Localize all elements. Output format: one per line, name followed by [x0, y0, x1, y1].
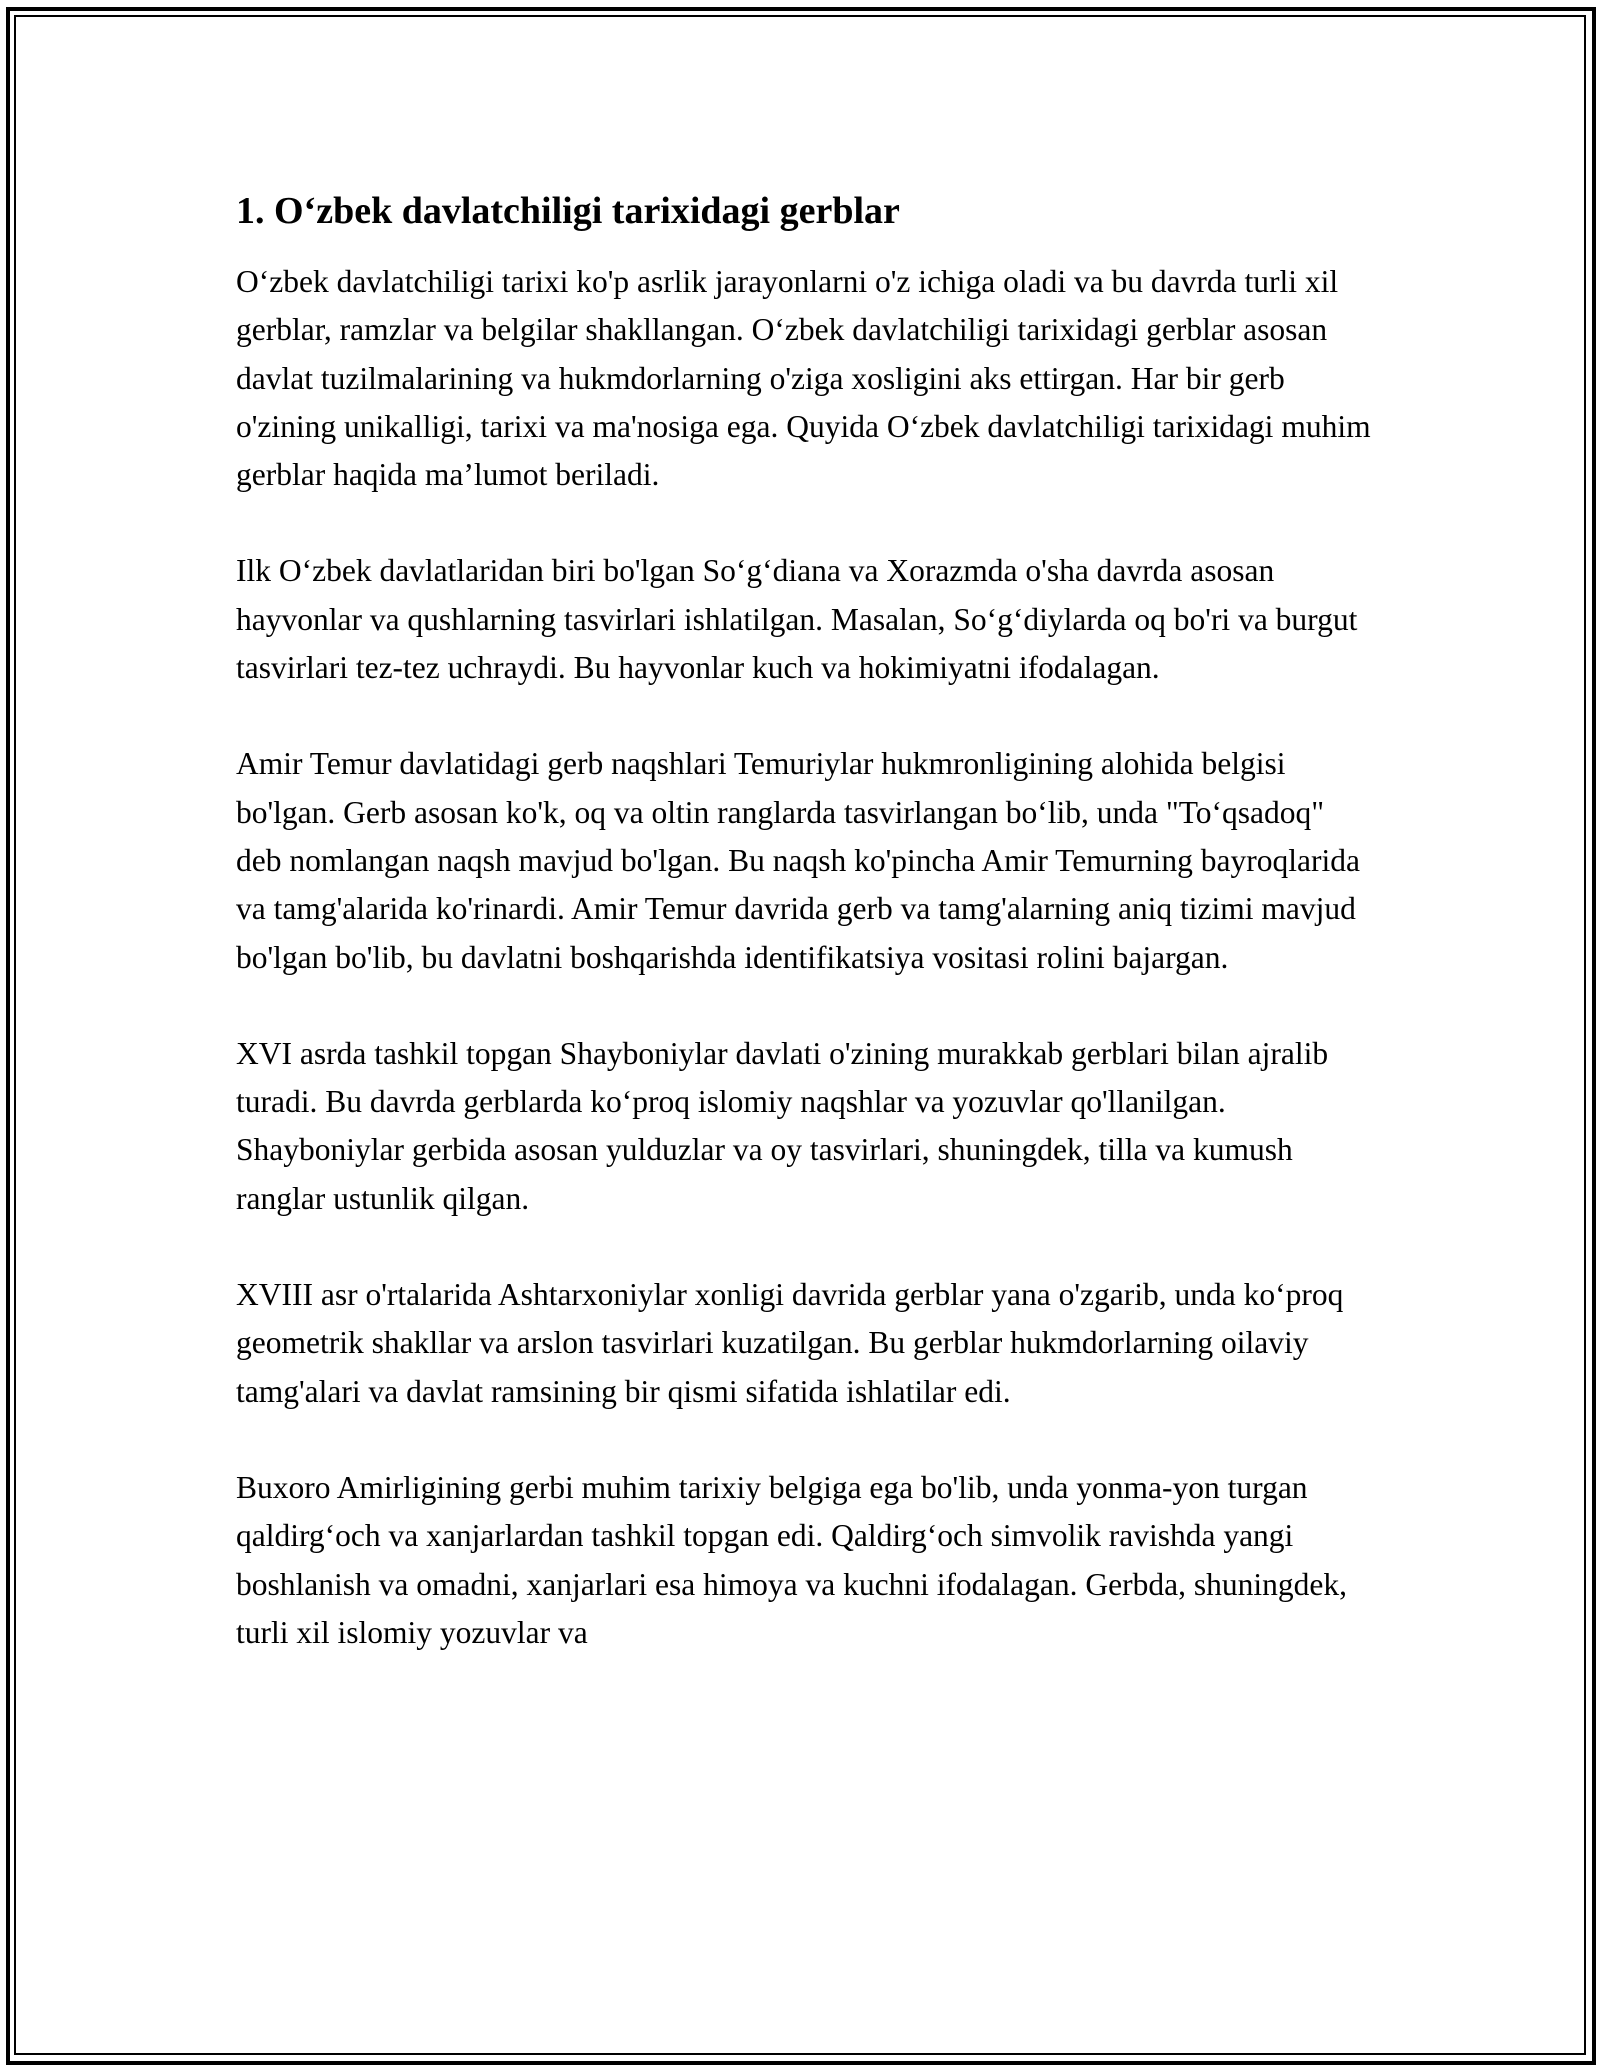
paragraph-bukhara-emirate: Buxoro Amirligining gerbi muhim tarixiy belgiga ega bo'lib, unda yonma-yon turgan qaldirg‘och va xanjarlardan tashkil topgan edi. Qaldirg‘och simvolik ravishda yangi boshlanish va omadni, xanjarlari esa himoya va kuchni ifodalagan. Gerbda, shuningdek, turli xil islomiy yozuvlar va	[236, 1469, 1347, 1650]
paragraph-shaybanids: XVI asrda tashkil topgan Shayboniylar davlati o'zining murakkab gerblari bilan ajralib turadi. Bu davrda gerblarda ko‘proq islomiy naqshlar va yozuvlar qo'llanilgan. Shayboniylar gerbida asosan yulduzlar va oy tasvirlari, shuningdek, tilla va kumush ranglar ustunlik qilgan.	[236, 1035, 1329, 1216]
paragraph-amir-temur: Amir Temur davlatidagi gerb naqshlari Temuriylar hukmronligining alohida belgisi bo'lgan. Gerb asosan ko'k, oq va oltin ranglarda tasvirlangan bo‘lib, unda "To‘qsadoq" deb nomlangan naqsh mavjud bo'lgan. Bu naqsh ko'pincha Amir Temurning bayroqlarida va tamg'alarida ko'rinardi. Amir Temur davrida gerb va tamg'alarning aniq tizimi mavjud bo'lgan bo'lib, bu davlatni boshqarishda identifikatsiya vositasi rolini bajargan.	[236, 746, 1360, 975]
document-body	[236, 186, 1376, 1705]
paragraph-intro: O‘zbek davlatchiligi tarixi ko'p asrlik jarayonlarni o'z ichiga oladi va bu davrda turli xil gerblar, ramzlar va belgilar shakllangan. O‘zbek davlatchiligi tarixidagi gerblar asosan davlat tuzilmalarining va hukmdorlarning o'ziga xosligini aks ettirgan. Har bir gerb o'zining unikalligi, tarixi va ma'nosiga ega. Quyida O‘zbek davlatchiligi tarixidagi muhim gerblar haqida ma’lumot beriladi.	[236, 264, 1371, 493]
paragraph-ashtarkhanids: XVIII asr o'rtalarida Ashtarxoniylar xonligi davrida gerblar yana o'zgarib, unda ko‘proq geometrik shakllar va arslon tasvirlari kuzatilgan. Bu gerblar hukmdorlarning oilaviy tamg'alari va davlat ramsining bir qismi sifatida ishlatilar edi.	[236, 1277, 1344, 1409]
paragraph-sogdiana-khorezm: Ilk O‘zbek davlatlaridan biri bo'lgan So‘g‘diana va Xorazmda o'sha davrda asosan hayvonlar va qushlarning tasvirlari ishlatilgan. Masalan, So‘g‘diylarda oq bo'ri va burgut tasvirlari tez-tez uchraydi. Bu hayvonlar kuch va hokimiyatni ifodalagan.	[236, 553, 1358, 686]
section-heading: 1. O‘zbek davlatchiligi tarixidagi gerblar	[236, 190, 900, 232]
